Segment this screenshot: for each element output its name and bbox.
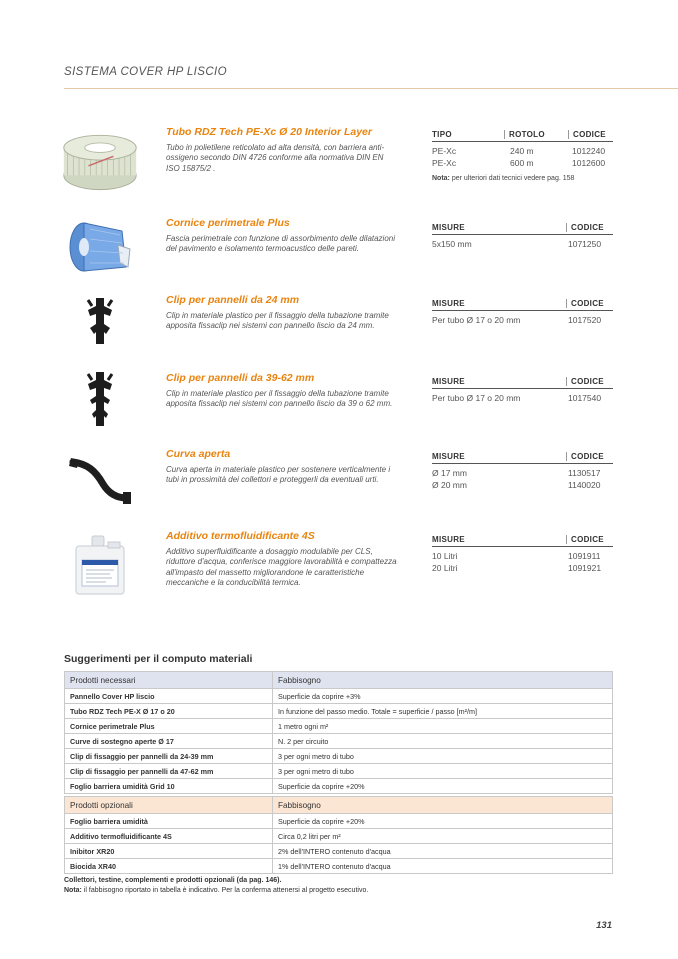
spec-header: MISURE	[432, 535, 465, 544]
product-description: Curva aperta in materiale plastico per sostenere verticalmente i tubi in prossimità dei collettori e proteggerli da eventuali urti.	[166, 464, 391, 484]
spec-row	[432, 393, 613, 405]
spec-cell: 1091921	[568, 562, 602, 573]
table-row	[65, 689, 613, 704]
table-row	[65, 779, 613, 794]
product-name: Clip per pannelli da 24 mm	[166, 294, 300, 306]
spec-cell: 1017540	[568, 393, 602, 403]
footnote	[64, 876, 368, 895]
spec-cell: Per tubo Ø 17 o 20 mm	[432, 315, 521, 325]
product-name: Cornice perimetrale Plus	[166, 217, 290, 229]
table-header-cell: Fabbisogno	[273, 672, 613, 689]
table-row	[65, 749, 613, 764]
table-row	[65, 704, 613, 719]
table-cell: 1% dell'INTERO contenuto d'acqua	[273, 859, 613, 874]
table-header-cell: Fabbisogno	[273, 797, 613, 814]
table-header-row	[65, 672, 613, 689]
spec-row	[432, 468, 613, 480]
spec-cell: 1130517	[568, 468, 601, 478]
table-cell: Clip di fissaggio per pannelli da 24-39 mm	[65, 749, 273, 764]
spec-row	[432, 239, 613, 251]
spec-table	[432, 533, 613, 574]
spec-table	[432, 297, 613, 327]
product-description: Additivo superfluidificante a dosaggio modulabile per CLS, riduttore d'acqua, conferisce maggiore lavorabilità e compattezza all'impasto del massetto migliorandone le caratteristiche meccaniche e la conducibilità termica.	[166, 546, 397, 587]
spec-header: MISURE	[432, 452, 465, 461]
spec-header: CODICE	[566, 452, 613, 461]
product-name: Clip per pannelli da 39-62 mm	[166, 372, 315, 384]
table-cell: Circa 0,2 litri per m²	[273, 829, 613, 844]
table-header-row	[65, 797, 613, 814]
spec-table	[432, 128, 613, 182]
spec-cell: 1071250	[568, 239, 602, 249]
spec-table	[432, 450, 613, 491]
spec-cell: 5x150 mm	[432, 239, 472, 249]
product-description: Fascia perimetrale con funzione di assorbimento delle dilatazioni del pavimento e isolamento termoacustico delle pareti.	[166, 233, 396, 253]
spec-header: MISURE	[432, 223, 465, 232]
spec-table	[432, 221, 613, 251]
table-row	[65, 844, 613, 859]
product-name: Curva aperta	[166, 448, 231, 460]
table-cell: Superficie da coprire +3%	[273, 689, 613, 704]
spec-row	[432, 563, 613, 575]
table-cell: Foglio barriera umidità Grid 10	[65, 779, 273, 794]
table-row	[65, 719, 613, 734]
table-row	[65, 814, 613, 829]
table-cell: Foglio barriera umidità	[65, 814, 273, 829]
spec-header: CODICE	[566, 223, 613, 232]
bend-support-icon	[60, 450, 140, 506]
product-name: Additivo termofluidificante 4S	[166, 530, 315, 542]
section-title: SISTEMA COVER HP LISCIO	[64, 66, 227, 78]
spec-cell: Ø 20 mm	[432, 479, 467, 490]
title-divider	[64, 88, 678, 89]
table-row	[65, 764, 613, 779]
table-cell: Biocida XR40	[65, 859, 273, 874]
table-cell: In funzione del passo medio. Totale = superficie / passo [m²/m]	[273, 704, 613, 719]
spec-header: CODICE	[568, 130, 613, 139]
table-cell: Additivo termofluidificante 4S	[65, 829, 273, 844]
spec-row	[432, 146, 613, 158]
spec-header: ROTOLO	[504, 130, 568, 139]
spec-cell: 1012240	[572, 146, 606, 156]
additive-canister-icon	[60, 532, 140, 596]
clip-39-62-icon	[60, 368, 140, 430]
optional-products-table	[64, 796, 613, 874]
spec-table	[432, 375, 613, 405]
footnote-line: Collettori, testine, complementi e prodotti opzionali (da pag. 146).	[64, 877, 282, 884]
spec-note	[432, 175, 613, 182]
spec-cell: 20 Litri	[432, 562, 458, 573]
table-row	[65, 829, 613, 844]
spec-row	[432, 480, 613, 492]
spec-header: CODICE	[566, 299, 613, 308]
spec-cell: PE-Xc	[432, 146, 457, 156]
suggestions-title: Suggerimenti per il computo materiali	[64, 653, 253, 665]
table-cell: 3 per ogni metro di tubo	[273, 749, 613, 764]
product-description: Clip in materiale plastico per il fissaggio della tubazione tramite apposita fissaclip nei sistemi con pannello liscio da 24 mm.	[166, 310, 389, 330]
table-cell: Clip di fissaggio per pannelli da 47-62 mm	[65, 764, 273, 779]
table-cell: Curve di sostegno aperte Ø 17	[65, 734, 273, 749]
spec-header: MISURE	[432, 299, 465, 308]
spec-cell: Ø 17 mm	[432, 468, 467, 478]
footnote-note-text: il fabbisogno riportato in tabella è indicativo. Per la conferma attenersi al progetto esecutivo.	[83, 886, 369, 894]
table-cell: 2% dell'INTERO contenuto d'acqua	[273, 844, 613, 859]
edge-strip-roll-icon	[60, 217, 140, 277]
spec-header: MISURE	[432, 377, 465, 386]
table-cell: Pannello Cover HP liscio	[65, 689, 273, 704]
page-number: 131	[596, 920, 612, 931]
required-products-table	[64, 671, 613, 794]
table-row	[65, 859, 613, 874]
table-cell: N. 2 per circuito	[273, 734, 613, 749]
table-header-cell: Prodotti opzionali	[65, 797, 273, 814]
table-row	[65, 734, 613, 749]
spec-header: CODICE	[566, 535, 613, 544]
table-cell: Cornice perimetrale Plus	[65, 719, 273, 734]
spec-cell: Per tubo Ø 17 o 20 mm	[432, 393, 521, 403]
spec-cell: 1017520	[568, 315, 602, 325]
table-cell: Tubo RDZ Tech PE-X Ø 17 o 20	[65, 704, 273, 719]
product-description: Clip in materiale plastico per il fissaggio della tubazione tramite apposita fissaclip nei sistemi con pannello liscio da 39 o 62 mm.	[166, 388, 393, 408]
table-cell: Superficie da coprire +20%	[273, 814, 613, 829]
spec-cell: 600 m	[510, 157, 534, 168]
table-cell: 3 per ogni metro di tubo	[273, 764, 613, 779]
spec-cell: PE-Xc	[432, 157, 457, 168]
table-cell: 1 metro ogni m²	[273, 719, 613, 734]
table-cell: Superficie da coprire +20%	[273, 779, 613, 794]
product-description: Tubo in polietilene reticolato ad alta densità, con barriera anti-ossigeno secondo DIN 4726 conforme alla normativa DIN EN ISO 15875/2 .	[166, 142, 385, 173]
clip-24-icon	[60, 294, 140, 348]
table-header-cell: Prodotti necessari	[65, 672, 273, 689]
spec-row	[432, 551, 613, 563]
spec-cell: 1140020	[568, 479, 601, 490]
table-cell: Inibitor XR20	[65, 844, 273, 859]
note-label: Nota:	[432, 175, 450, 182]
spec-cell: 1091911	[568, 551, 601, 561]
spec-header: CODICE	[566, 377, 613, 386]
spec-cell: 240 m	[510, 146, 534, 156]
spec-cell: 1012600	[572, 157, 606, 168]
spec-row	[432, 315, 613, 327]
spec-header: TIPO	[432, 130, 452, 139]
footnote-note-label: Nota:	[64, 886, 82, 894]
spec-cell: 10 Litri	[432, 551, 458, 561]
note-text: per ulteriori dati tecnici vedere pag. 158	[451, 175, 575, 182]
pipe-coil-icon	[60, 130, 140, 194]
product-name: Tubo RDZ Tech PE-Xc Ø 20 Interior Layer	[166, 126, 372, 138]
spec-row	[432, 158, 613, 170]
